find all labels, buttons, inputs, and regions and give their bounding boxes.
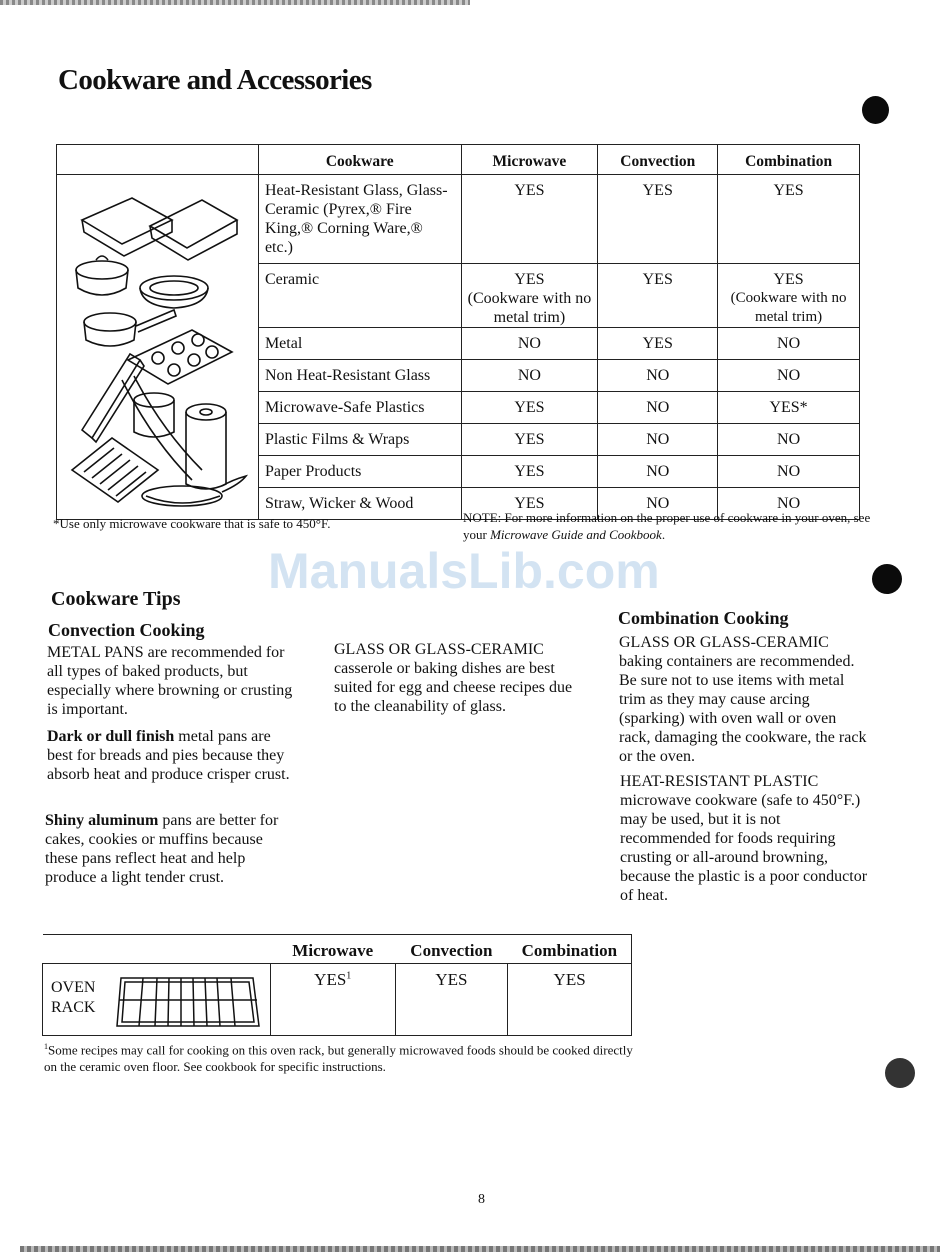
combination-value: NO <box>718 328 860 360</box>
microwave-value: NO <box>461 360 598 392</box>
oven-rack-label-line1: OVEN <box>51 979 96 996</box>
microwave-value: YES <box>461 175 598 264</box>
microwave-value: YES <box>461 456 598 488</box>
combination-yes: YES <box>773 271 804 288</box>
shiny-aluminum-term: Shiny aluminum <box>45 812 159 829</box>
page-number: 8 <box>478 1192 485 1207</box>
rack-header-convection: Convection <box>395 935 508 964</box>
header-blank <box>57 145 259 175</box>
cookware-name: Plastic Films & Wraps <box>258 424 461 456</box>
header-cookware: Cookware <box>258 145 461 175</box>
watermark: ManualsLib.com <box>268 543 660 599</box>
binder-hole-middle <box>872 564 902 594</box>
combination-value: YES <box>718 175 860 264</box>
combination-plastic: HEAT-RESISTANT PLASTIC microwave cookware (safe to 450°F.) may be used, but it is not recommended for foods requiring crusting or all-around browning, because the plastic is a poor conductor of heat. <box>620 773 868 904</box>
oven-rack-table <box>42 934 632 1036</box>
rack-footnote-mark: 1 <box>44 1042 48 1051</box>
note-guide-title: Microwave Guide and Cookbook <box>490 527 662 542</box>
rack-row <box>43 964 632 1036</box>
oven-rack-icon <box>113 970 263 1032</box>
convection-value: YES <box>598 264 718 328</box>
dark-finish-term: Dark or dull finish <box>47 728 175 745</box>
combination-glass: GLASS OR GLASS-CERAMIC baking containers are recommended. Be sure not to use items with metal trim as they may cause arcing (sparking) with oven wall or oven rack, damaging the cookware, the rack or the oven. <box>619 634 867 765</box>
convection-dark-pans <box>47 727 297 784</box>
rack-microwave-value <box>270 964 395 1036</box>
convection-heading: Convection Cooking <box>48 620 205 640</box>
combination-value: YES* <box>718 392 860 424</box>
microwave-value: NO <box>461 328 598 360</box>
cookware-name: Straw, Wicker & Wood <box>258 488 461 520</box>
note-text: NOTE: For more information on the proper use of cookware in your oven, see your <box>463 510 871 542</box>
convection-value: NO <box>598 392 718 424</box>
cookware-name: Heat-Resistant Glass, Glass-Ceramic (Pyrex,® Fire King,® Corning Ware,® etc.) <box>258 175 461 264</box>
note-period: . <box>661 527 666 542</box>
convection-shiny-pans <box>45 811 297 887</box>
combination-note: (Cookware with no metal trim) <box>730 290 847 325</box>
binder-hole-top <box>862 96 889 124</box>
microwave-value <box>461 264 598 328</box>
oven-rack-label <box>51 978 95 1018</box>
microwave-value: YES <box>461 392 598 424</box>
cookware-footnote: *Use only microwave cookware that is safe to 450°F. <box>53 516 331 531</box>
header-convection: Convection <box>598 145 718 175</box>
cookware-illustration <box>57 175 259 520</box>
oven-rack-cell <box>43 964 271 1036</box>
microwave-value: YES <box>461 424 598 456</box>
header-microwave: Microwave <box>461 145 598 175</box>
cookware-table <box>56 144 860 520</box>
convection-value: NO <box>598 488 718 520</box>
convection-value: YES <box>598 175 718 264</box>
binder-hole-bottom <box>885 1058 915 1088</box>
combination-heading: Combination Cooking <box>618 608 789 628</box>
cookware-table-header <box>57 145 860 175</box>
convection-value: NO <box>598 424 718 456</box>
convection-value: NO <box>598 360 718 392</box>
rack-table-header <box>43 935 632 964</box>
cookware-name: Ceramic <box>258 264 461 328</box>
combination-value: NO <box>718 456 860 488</box>
combination-value: NO <box>718 424 860 456</box>
rack-microwave-yes: YES <box>314 970 347 989</box>
page-title: Cookware and Accessories <box>58 64 372 96</box>
cookware-name: Metal <box>258 328 461 360</box>
convection-glass: GLASS OR GLASS-CERAMIC casserole or baking dishes are best suited for egg and cheese recipes due to the cleanability of glass. <box>334 641 573 715</box>
cookware-illustration-drawing <box>62 180 252 510</box>
rack-header-blank <box>43 935 271 964</box>
cookware-note <box>463 509 893 543</box>
rack-footnote-ref: 1 <box>346 970 352 982</box>
scan-edge-bottom <box>20 1246 940 1252</box>
cookware-name: Microwave-Safe Plastics <box>258 392 461 424</box>
convection-value: YES <box>598 328 718 360</box>
header-combination: Combination <box>718 145 860 175</box>
combination-value: NO <box>718 360 860 392</box>
dark-finish-text: metal pans are best for breads and pies because they absorb heat and produce crisper crust. <box>47 728 290 783</box>
convection-value: NO <box>598 456 718 488</box>
combination-value <box>718 264 860 328</box>
cookware-name: Non Heat-Resistant Glass <box>258 360 461 392</box>
scan-edge-top <box>0 0 470 5</box>
combination-value: NO <box>718 488 860 520</box>
rack-header-microwave: Microwave <box>270 935 395 964</box>
microwave-value: YES <box>461 488 598 520</box>
oven-rack-label-line2: RACK <box>51 999 96 1016</box>
table-row <box>57 175 860 264</box>
rack-combination-value: YES <box>508 964 632 1036</box>
cookware-tips-heading: Cookware Tips <box>51 588 181 610</box>
rack-footnote-text: Some recipes may call for cooking on this oven rack, but generally microwaved foods should be cooked directly on the ceramic oven floor. See cookbook for specific instructions. <box>44 1042 633 1075</box>
rack-convection-value: YES <box>395 964 508 1036</box>
cookware-name: Paper Products <box>258 456 461 488</box>
shiny-aluminum-text: pans are better for cakes, cookies or muffins because these pans reflect heat and help produce a light tender crust. <box>45 812 279 886</box>
rack-footnote <box>44 1038 644 1075</box>
convection-metal-pans: METAL PANS are recommended for all types of baked products, but especially where browning or crusting is important. <box>47 644 293 718</box>
microwave-note: (Cookware with no metal trim) <box>467 290 592 326</box>
microwave-yes: YES <box>514 271 545 288</box>
rack-header-combination: Combination <box>508 935 632 964</box>
